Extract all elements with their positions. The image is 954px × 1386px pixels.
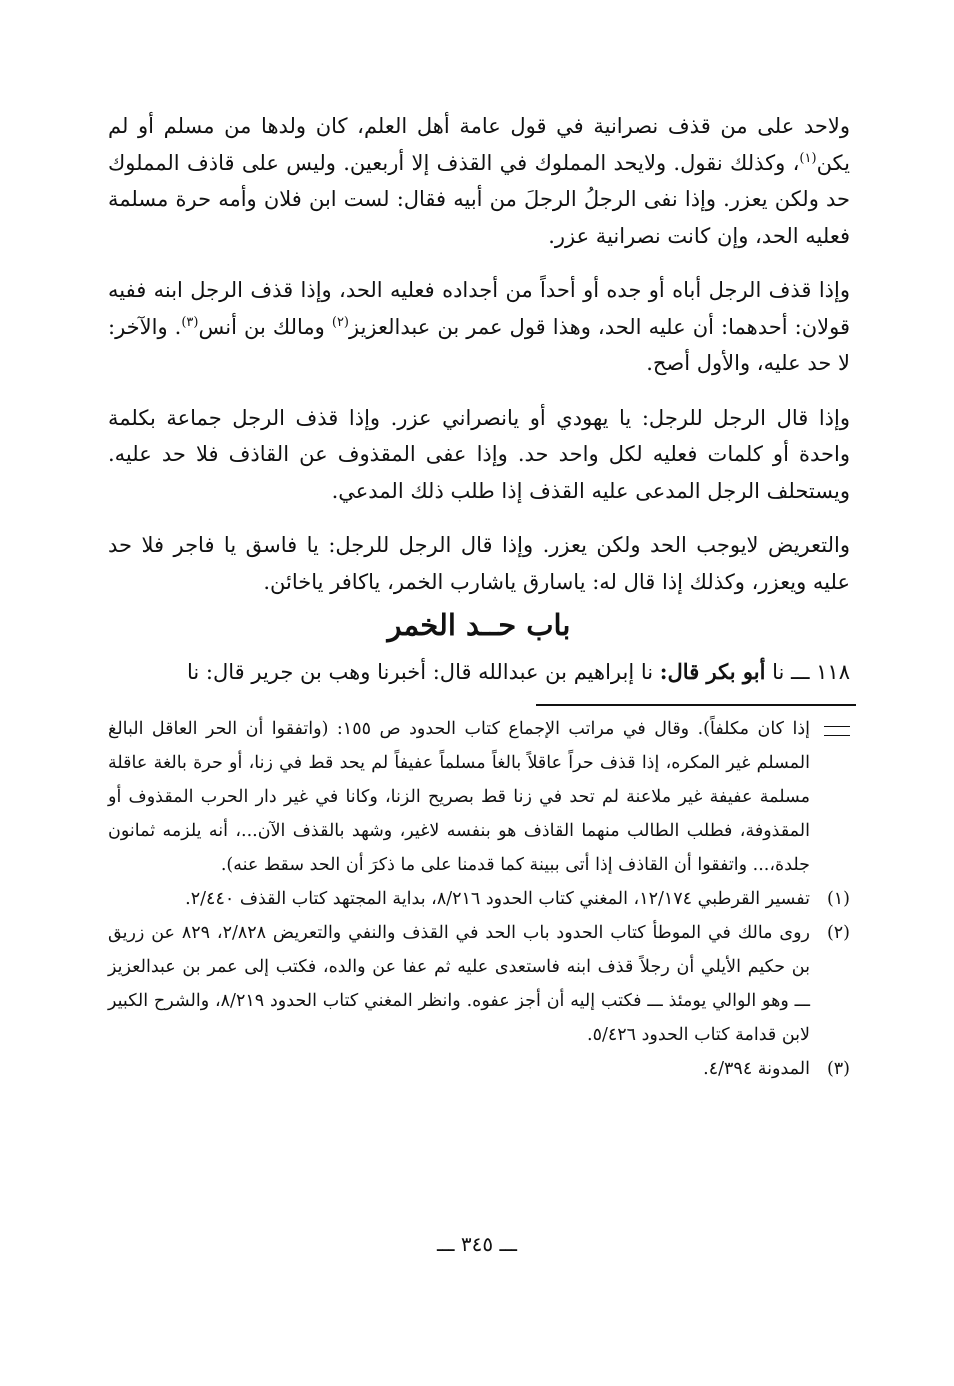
footnote-ref-3[interactable]: (٣): [181, 314, 199, 330]
footnote-continuation: [108, 712, 850, 882]
footnote-continuation-text: إذا كان مكلفاً). وقال في مراتب الإجماع كتاب الحدود ص ١٥٥: (واتفقوا أن الحر العاقل البالغ المسلم غير المكره، إذا قذف حراً عاقلاً بالغاً مسلماً عفيفاً لم يحد قط في زنا، أو حرة بالغة عاقلة مسلمة عفيفة غير ملاعنة لم تحد في زنا قط بصريح الزنا، وكانا في غير دار الحرب المقذوف أو المقذوفة، فطلب الطالب منهما القاذف هو بنفسه لاغير، وشهد بالقذف الآن...، أنه يلزمه ثمانون جلدة،... واتفقوا أن القاذف إذا أتى ببينة كما قدمنا على ما ذكرَ أن الحد سقط عنه).: [108, 719, 810, 875]
paragraph-2-text-b: ومالك بن أنس: [198, 314, 332, 339]
narration-text: نا إبراهيم بن عبدالله قال: أخبرنا وهب بن جرير قال: نا: [187, 660, 660, 684]
continuation-marker: [810, 712, 850, 748]
footnote-divider: [536, 704, 856, 706]
page-body: [108, 108, 850, 1086]
footnote-text: تفسير القرطبي ١٢/١٧٤، المغني كتاب الحدود ٨/٢١٦، بداية المجتهد كتاب القذف ٢/٤٤٠.: [185, 889, 810, 909]
footnote-marker: (١): [826, 889, 850, 909]
footnote-marker: (٣): [826, 1059, 850, 1079]
footnote-ref-1[interactable]: (١): [799, 150, 817, 166]
footnote-3: [108, 1052, 850, 1086]
footnotes-section: [108, 712, 850, 1086]
narration-number: ١١٨ ـــ نا: [765, 660, 850, 684]
continuation-icon: [824, 726, 850, 736]
paragraph-2-text-a: وإذا قذف الرجل أباه أو جده أو أحداً من أجداده فعليه الحد، وإذا قذف الرجل ابنه ففيه قولان: أحدهما: أن عليه الحد، وهذا قول عمر بن عبدالعزيز: [108, 278, 850, 339]
paragraph-4: والتعريض لايوجب الحد ولكن يعزر. وإذا قال الرجل للرجل: يا فاسق يا فاجر فلا حد عليه ويعزر، وكذلك إذا قال له: ياسارق ياشارب الخمر، ياكافر ياخائن.: [108, 533, 850, 594]
footnote-ref-2[interactable]: (٢): [331, 314, 349, 330]
paragraph-1-text-b: ، وكذلك نقول. ولايحد المملوك في القذف إلا أربعين. وليس على قاذف المملوك حد ولكن يعزر. وإذا نفى الرجلُ الرجلَ من أبيه فقال: لست ابن فلان وأمه حرة مسلمة فعليه الحد، وإن كانت نصرانية عزر.: [108, 150, 850, 248]
paragraph-2: [108, 272, 850, 382]
footnote-1: [108, 882, 850, 916]
footnote-marker: (٢): [826, 923, 850, 943]
paragraph-1-text-a: ولاحد على من قذف نصرانية في قول عامة أهل العلم، كان ولدها من مسلم أو لم يكن: [108, 114, 850, 175]
footnote-2: [108, 916, 850, 1052]
footnote-text: المدونة ٤/٣٩٤.: [703, 1059, 810, 1079]
paragraph-1: [108, 108, 850, 254]
footnote-text: روى مالك في الموطأ كتاب الحدود باب الحد في القذف والنفي والتعريض ٢/٨٢٨، ٨٢٩ عن زريق بن حكيم الأيلي أن رجلاً قذف ابنه فاستعدى عليه ثم عفا عن والده، فكتب إلى عمر بن عبدالعزيز ـــ وهو الوالي يومئذ ـــ فكتب إليه أن أجز عفوه. وانظر المغني كتاب الحدود ٨/٢١٩، والشرح الكبير لابن قدامة كتاب الحدود ٥/٤٢٦.: [108, 923, 811, 1045]
chapter-title: باب حــد الخمر: [387, 608, 571, 642]
page-number: ـــ ٣٤٥ ـــ: [436, 1232, 518, 1256]
paragraph-3: وإذا قال الرجل للرجل: يا يهودي أو يانصراني عزر. وإذا قذف الرجل جماعة بكلمة واحدة أو كلمات فعليه لكل واحد حد. وإذا عفى المقذوف عن القاذف فلا حد عليه. ويستحلف الرجل المدعى عليه القذف إذا طلب ذلك المدعي.: [108, 405, 850, 503]
narration-speaker: أبو بكر قال:: [659, 659, 766, 684]
narration-line: [108, 654, 850, 690]
paragraph-2-text-c: . والآخر: لا حد عليه، والأول أصح.: [108, 314, 850, 375]
